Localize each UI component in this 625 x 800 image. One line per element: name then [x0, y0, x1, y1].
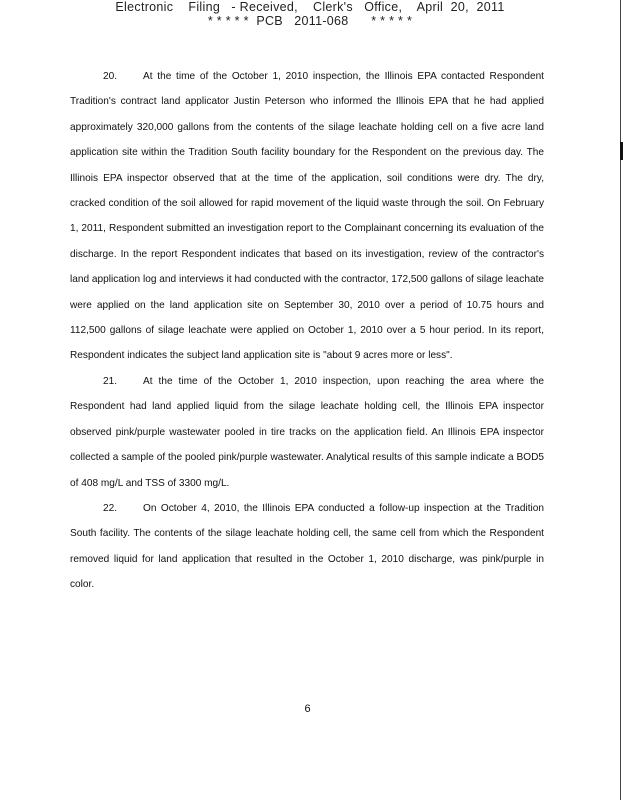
scan-edge-line	[620, 0, 621, 800]
scan-edge-mark	[620, 142, 623, 160]
filing-stamp-line-1: Electronic Filing - Received, Clerk's Office, April 20, 2011	[115, 0, 505, 14]
paragraph-21	[70, 369, 544, 496]
page-number: 6	[304, 703, 311, 715]
paragraph-number: 20.	[103, 71, 118, 82]
document-body	[70, 64, 544, 598]
paragraph-20	[70, 64, 544, 369]
paragraph-number: 22.	[103, 502, 118, 514]
paragraph-22	[70, 496, 544, 598]
paragraph-text: At the time of the October 1, 2010 inspection, upon reaching the area where the Respondent had land applied liquid from the silage leachate holding cell, the Illinois EPA inspector observed pink/purple wastewater pooled in tire tracks on the application field. An Illinois EPA inspector collected a sample of the pooled pink/purple wastewater. Analytical results of this sample indicate a BOD5 of 408 mg/L and TSS of 3300 mg/L.	[70, 375, 544, 489]
filing-stamp-line-2: * * * * * PCB 2011-068 * * * * *	[207, 14, 413, 28]
paragraph-text: At the time of the October 1, 2010 inspection, the Illinois EPA contacted Respondent Tradition's contract land applicator Justin Peterson who informed the Illinois EPA that he had applied approximately 320,000 gallons from the contents of the silage leachate holding cell on a five acre land application site within the Tradition South facility boundary for the Respondent on the previous day. The Illinois EPA inspector observed that at the time of the application, soil conditions were dry. The dry, cracked condition of the soil allowed for rapid movement of the liquid waste through the soil. On February 1, 2011, Respondent submitted an investigation report to the Complainant concerning its evaluation of the discharge. In the report Respondent indicates that based on its investigation, review of the contractor's land application log and interviews it had conducted with the contractor, 172,500 gallons of silage leachate were applied on the land application site on September 30, 2010 over a period of 10.75 hours and 112,500 gallons of silage leachate were applied on October 1, 2010 over a 5 hour period. In its report, Respondent indicates the subject land application site is "about 9 acres more or less".	[70, 71, 544, 362]
paragraph-text: On October 4, 2010, the Illinois EPA conducted a follow-up inspection at the Tradition South facility. The contents of the silage leachate holding cell, the same cell from which the Respondent removed liquid for land application that resulted in the October 1, 2010 discharge, was pink/purple in color.	[70, 502, 544, 591]
paragraph-number: 21.	[103, 375, 118, 387]
